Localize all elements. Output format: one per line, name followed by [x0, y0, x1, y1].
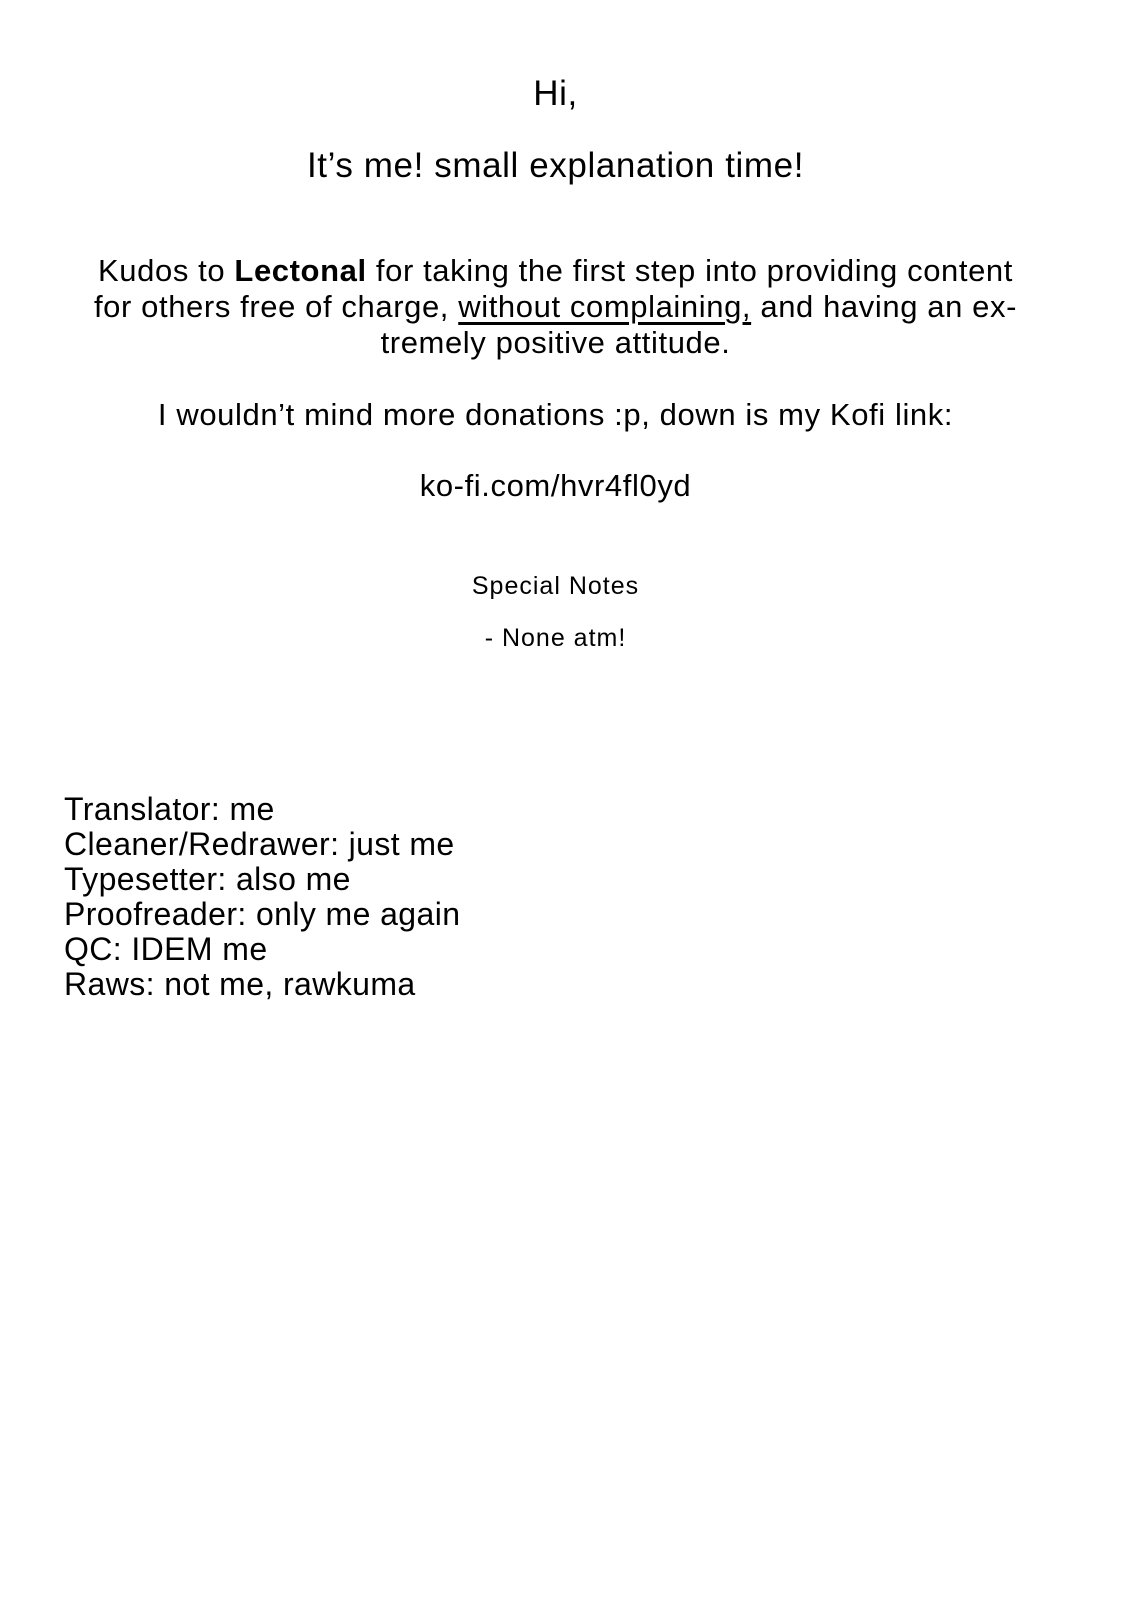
special-notes-list — [0, 624, 1111, 653]
paragraph-line — [0, 289, 1111, 325]
credit-line: Raws: not me, rawkuma — [64, 966, 416, 1002]
text-segment: for others free of charge, — [93, 289, 459, 324]
credits-list — [64, 792, 460, 1002]
paragraph-line — [0, 253, 1111, 289]
intro-text: It’s me! small explanation time! — [306, 146, 805, 185]
underlined-text-segment: without complaining, — [458, 289, 752, 324]
credit-line: QC: IDEM me — [64, 931, 268, 967]
text-segment: Kudos to — [98, 253, 235, 288]
text-segment: for taking the first step into providing content — [366, 253, 1013, 288]
special-note-item: - None atm! — [484, 624, 627, 652]
greeting-text: Hi, — [533, 74, 578, 113]
special-notes-title: Special Notes — [471, 572, 640, 600]
kudos-paragraph — [0, 253, 1111, 361]
credit-line: Translator: me — [64, 791, 275, 827]
credit-line: Proofreader: only me again — [64, 896, 461, 932]
donation-line: I wouldn’t mind more donations :p, down is my Kofi link: — [157, 397, 954, 432]
bold-text-segment: Lectonal — [234, 253, 367, 288]
credit-line: Cleaner/Redrawer: just me — [64, 826, 455, 862]
credit-line: Typesetter: also me — [64, 861, 351, 897]
kofi-link-text: ko-fi.com/hvr4fl0yd — [419, 468, 692, 503]
text-segment: and having an ex- — [751, 289, 1018, 324]
text-segment: tremely positive attitude. — [380, 325, 731, 360]
paragraph-line — [0, 325, 1111, 361]
